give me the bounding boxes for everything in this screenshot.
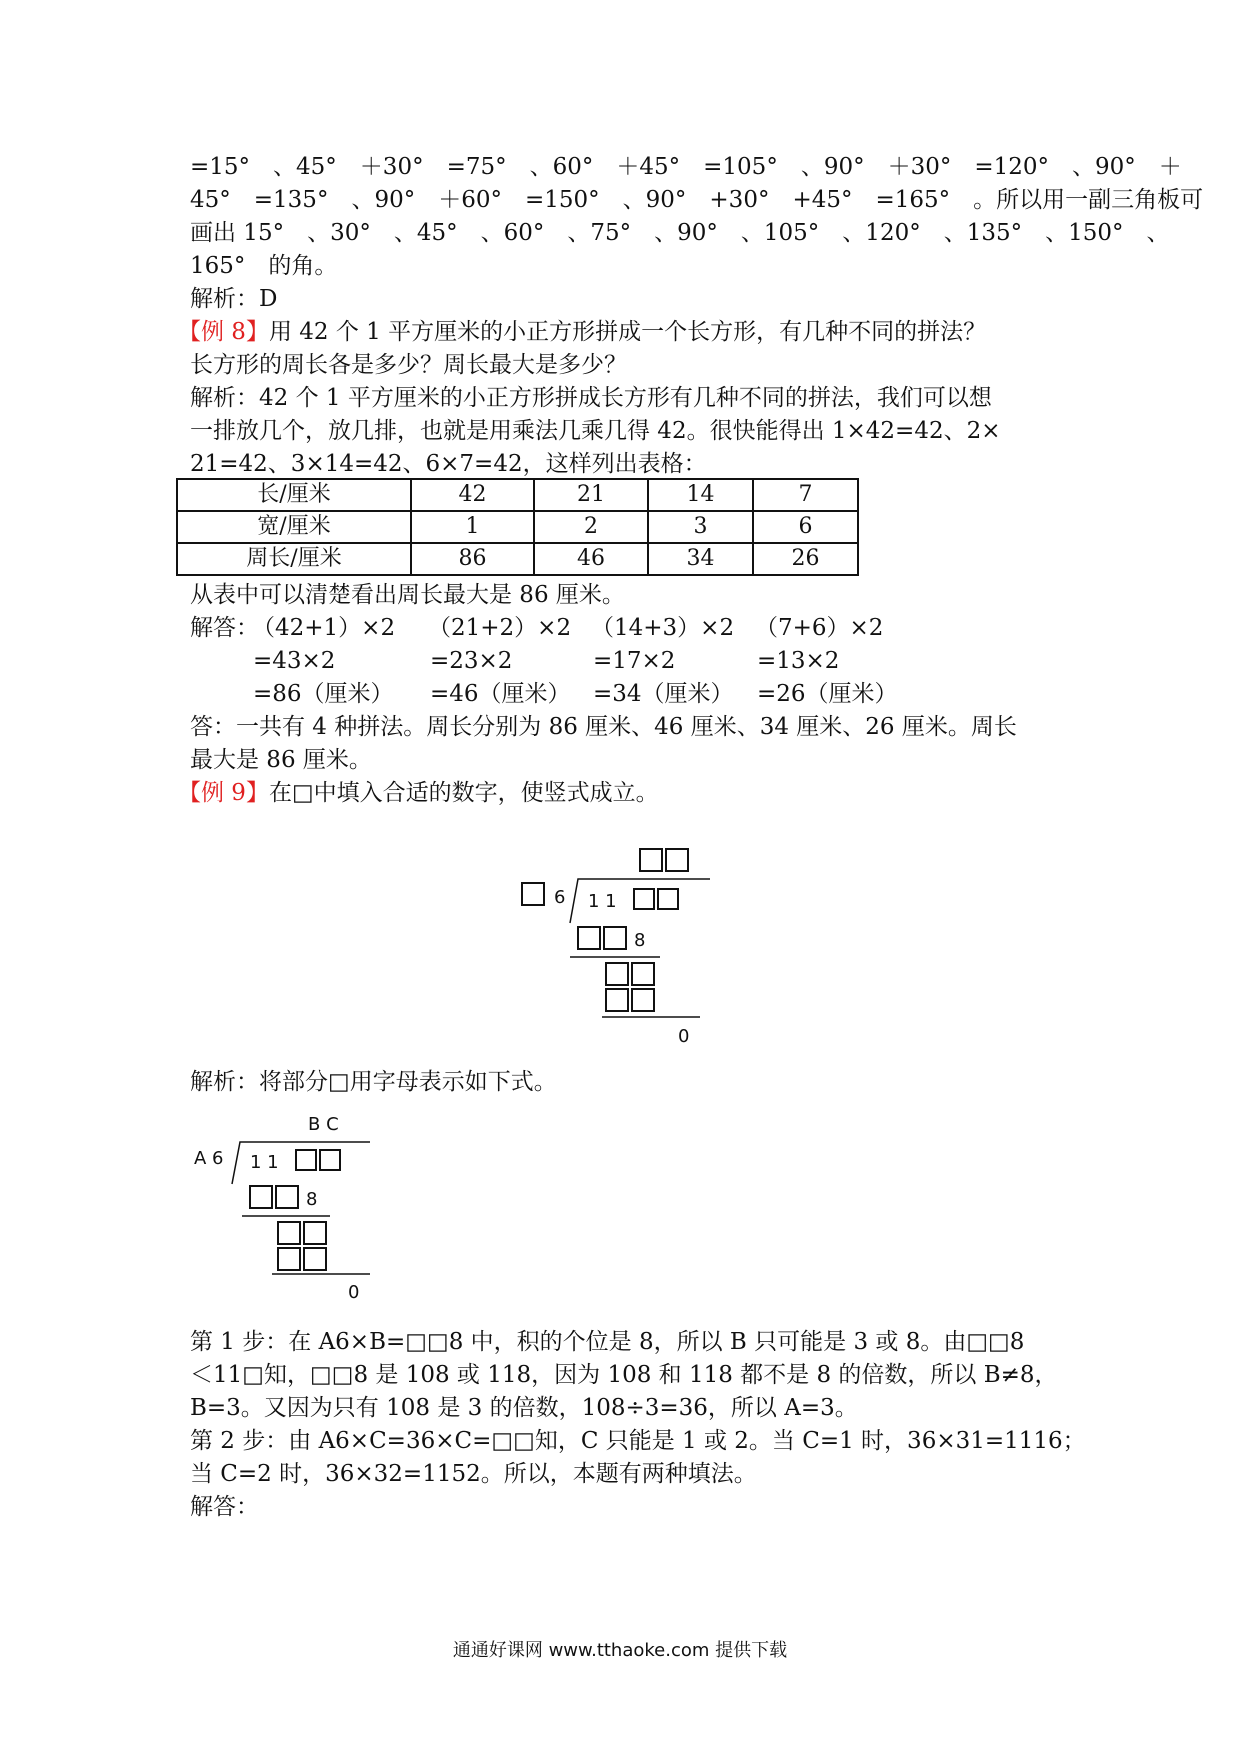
solution-label: 解答： (190, 615, 259, 641)
solution-column (428, 612, 571, 711)
answer-line: 最大是 86 厘米。 (190, 747, 372, 773)
table-cell: 21 (534, 479, 648, 511)
footer: 通通好课网 www.tthaoke.com 提供下载 (452, 1640, 788, 1661)
step-line: 第 2 步：由 A6×C=36×C=□□知，C 只能是 1 或 2。当 C=1 时，36×31=1116； (190, 1428, 1086, 1454)
example8-question (178, 316, 1058, 382)
paragraph-line: 画出 15° 、30° 、45° 、60° 、75° 、90° 、105° 、120° 、135° 、150° 、 (190, 220, 1170, 246)
example8-answer (190, 711, 1070, 777)
step-line: ＜11□知，□□8 是 108 或 118，因为 108 和 118 都不是 8 的倍数，所以 B≠8， (190, 1362, 1058, 1388)
divisor-digit: 6 (554, 887, 566, 908)
table-cell: 宽/厘米 (177, 511, 411, 543)
remainder-digit: 0 (348, 1282, 360, 1303)
solution-step: （7+6）×2 (755, 615, 884, 641)
dividend-digits: 1 1 (250, 1152, 279, 1173)
table-cell: 26 (753, 543, 858, 575)
partial-digit: 8 (306, 1189, 318, 1210)
solution-step: =43×2 (253, 648, 336, 674)
table-cell: 长/厘米 (177, 479, 411, 511)
top-paragraph (190, 151, 1204, 316)
table-cell: 6 (753, 511, 858, 543)
answer-line: 答：一共有 4 种拼法。周长分别为 86 厘米、46 厘米、34 厘米、26 厘米。周长 (190, 714, 1017, 740)
quotient-letters: B C (308, 1114, 339, 1135)
divisor-letters: A 6 (194, 1148, 224, 1169)
analysis-line: 解析：42 个 1 平方厘米的小正方形拼成长方形有几种不同的拼法，我们可以想 (190, 385, 992, 411)
solution-step: =23×2 (430, 648, 513, 674)
table-cell: 34 (648, 543, 753, 575)
solution-step: =17×2 (593, 648, 676, 674)
table-cell: 86 (411, 543, 534, 575)
table-cell: 3 (648, 511, 753, 543)
step-line: 第 1 步：在 A6×B=□□8 中，积的个位是 8，所以 B 只可能是 3 或 8。由□□8 (190, 1329, 1025, 1355)
example8-question-line: 长方形的周长各是多少？周长最大是多少？ (190, 352, 627, 378)
answer-label: 解答： (190, 1494, 259, 1520)
paragraph-line: 165° 的角。 (190, 253, 338, 279)
rectangle-table (176, 478, 859, 576)
example8-analysis (190, 382, 1070, 481)
solution-step: =26（厘米） (757, 681, 898, 707)
step-line: B=3。又因为只有 108 是 3 的倍数，108÷3=36，所以 A=3。 (190, 1395, 858, 1421)
example8-tag: 【例 8】 (178, 319, 269, 345)
example8-question-line: 用 42 个 1 平方厘米的小正方形拼成一个长方形，有几种不同的拼法？ (268, 319, 987, 345)
solution-column (591, 612, 734, 711)
dividend-digits: 1 1 (588, 891, 617, 912)
analysis-line: 解析：将部分□用字母表示如下式。 (190, 1069, 557, 1095)
table-cell: 1 (411, 511, 534, 543)
labeled-division (190, 1106, 390, 1306)
table-cell: 46 (534, 543, 648, 575)
table-row (177, 479, 858, 511)
solution-step: =86（厘米） (253, 681, 394, 707)
table-cell: 周长/厘米 (177, 543, 411, 575)
paragraph-line: =15° 、45° ＋30° =75° 、60° ＋45° =105° 、90° ＋30° =120° 、90° ＋ (190, 154, 1182, 180)
solution-step: （21+2）×2 (428, 615, 572, 641)
table-cell: 42 (411, 479, 534, 511)
long-division-puzzle (510, 845, 720, 1060)
table-cell: 7 (753, 479, 858, 511)
example9-tag: 【例 9】 (178, 780, 269, 806)
solution-column (252, 612, 395, 711)
solution-step: （42+1）×2 (252, 615, 396, 641)
remainder-digit: 0 (678, 1026, 690, 1047)
analysis-line: 一排放几个，放几排，也就是用乘法几乘几得 42。很快能得出 1×42=42、2× (190, 418, 1001, 444)
table-row (177, 511, 858, 543)
table-cell: 2 (534, 511, 648, 543)
solution-step: =34（厘米） (593, 681, 734, 707)
paragraph-line: 45° =135° 、90° ＋60° =150° 、90° +30° +45° =165° 。所以用一副三角板可 (190, 187, 1204, 213)
conclusion-line: 从表中可以清楚看出周长最大是 86 厘米。 (190, 582, 625, 608)
example9-question-text: 在□中填入合适的数字，使竖式成立。 (268, 780, 659, 806)
example9-question (178, 777, 1058, 810)
example9-analysis-intro (190, 1066, 1070, 1099)
step-line: 当 C=2 时，36×32=1152。所以，本题有两种填法。 (190, 1461, 757, 1487)
solution-column (755, 612, 898, 711)
table-cell: 14 (648, 479, 753, 511)
table-row (177, 543, 858, 575)
example9-steps (190, 1326, 1086, 1524)
solution-step: =13×2 (757, 648, 840, 674)
solution-step: （14+3）×2 (591, 615, 735, 641)
after-table-text (190, 579, 1070, 612)
previous-answer: 解析：D (190, 286, 278, 312)
solution-step: =46（厘米） (430, 681, 571, 707)
partial-digit: 8 (634, 930, 646, 951)
analysis-line: 21=42、3×14=42、6×7=42，这样列出表格： (190, 451, 707, 477)
